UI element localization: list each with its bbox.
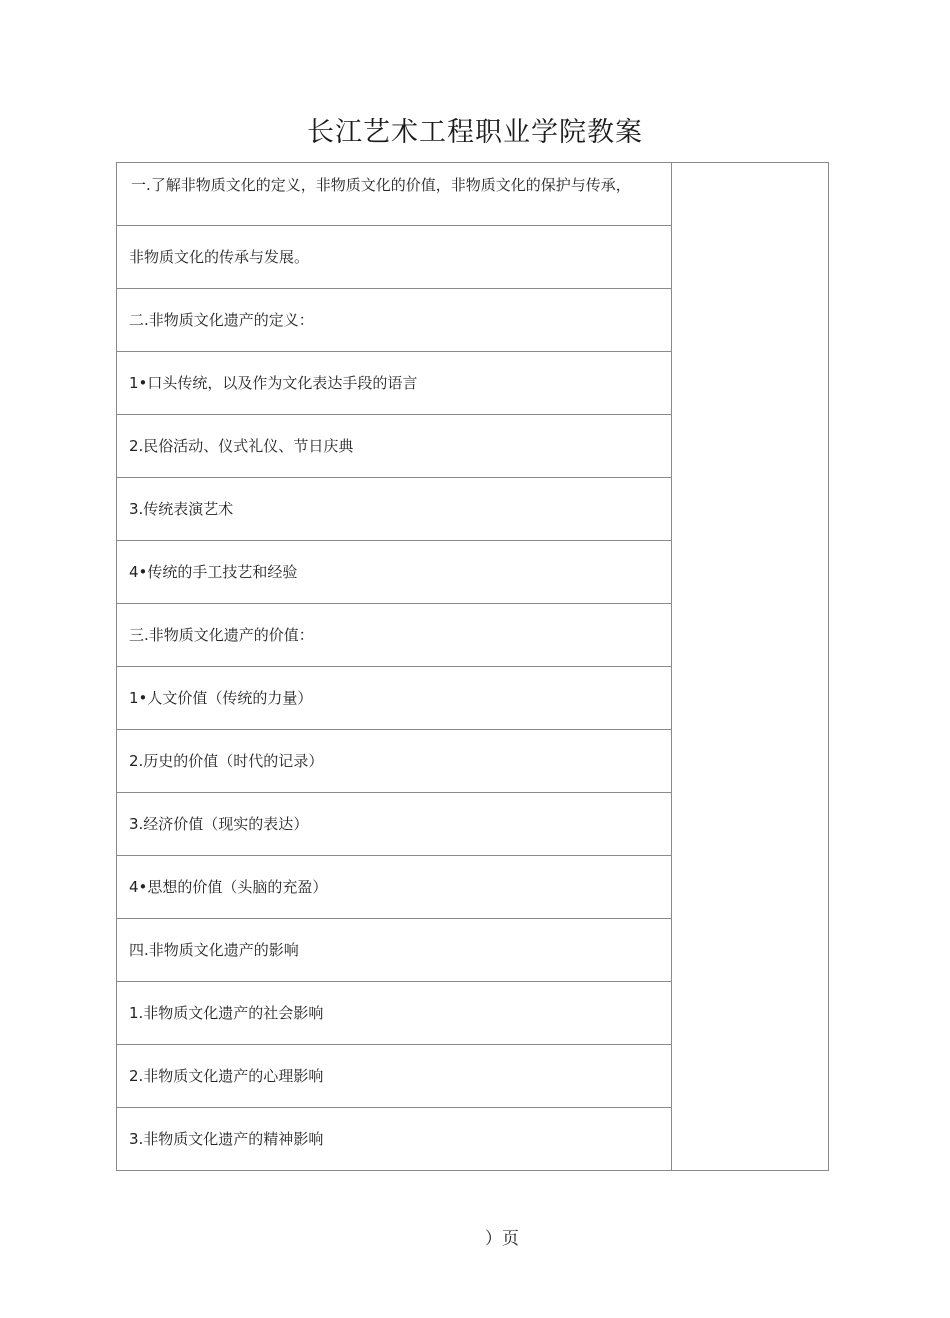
table-cell: 3.传统表演艺术	[117, 478, 672, 541]
table-cell: 2.民俗活动、仪式礼仪、节日庆典	[117, 415, 672, 478]
page-number-footer: ）页	[485, 1229, 519, 1249]
table-cell: 非物质文化的传承与发展。	[117, 226, 672, 289]
table-cell: 一.了解非物质文化的定义，非物质文化的价值，非物质文化的保护与传承，	[117, 163, 672, 226]
document-title: 长江艺术工程职业学院教案	[307, 117, 643, 148]
table-cell: 4•思想的价值（头脑的充盈）	[117, 856, 672, 919]
table-row	[117, 163, 829, 226]
table-cell: 1•人文价值（传统的力量）	[117, 667, 672, 730]
table-cell: 3.非物质文化遗产的精神影响	[117, 1108, 672, 1171]
table-cell: 三.非物质文化遗产的价值：	[117, 604, 672, 667]
table-cell: 2.非物质文化遗产的心理影响	[117, 1045, 672, 1108]
lesson-plan-table	[116, 162, 829, 1171]
table-cell: 1.非物质文化遗产的社会影响	[117, 982, 672, 1045]
table-cell: 四.非物质文化遗产的影响	[117, 919, 672, 982]
side-notes-column	[672, 163, 829, 1171]
table-cell: 2.历史的价值（时代的记录）	[117, 730, 672, 793]
table-cell: 二.非物质文化遗产的定义：	[117, 289, 672, 352]
table-cell: 3.经济价值（现实的表达）	[117, 793, 672, 856]
table-cell: 1•口头传统，以及作为文化表达手段的语言	[117, 352, 672, 415]
table-cell: 4•传统的手工技艺和经验	[117, 541, 672, 604]
